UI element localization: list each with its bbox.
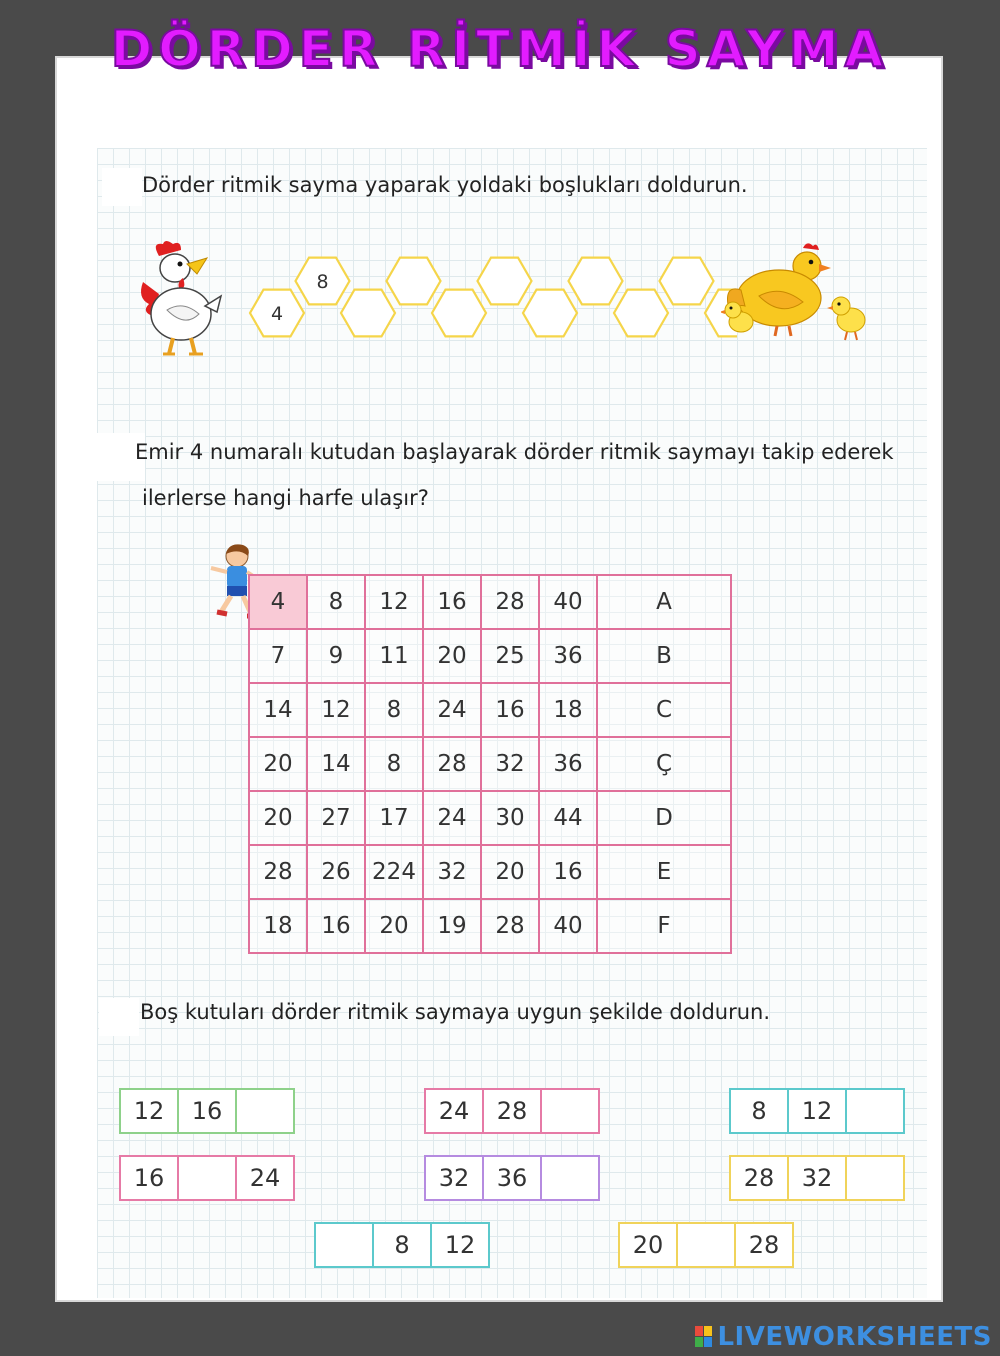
maze-number-cell: 28 xyxy=(423,737,481,791)
brand-text: LIVEWORKSHEETS xyxy=(717,1322,992,1352)
worksheet xyxy=(55,56,943,1302)
sequence-box-group xyxy=(618,1222,794,1268)
sequence-box-group xyxy=(424,1155,600,1201)
sequence-box-group xyxy=(729,1088,905,1134)
empty-answer-box[interactable] xyxy=(540,1088,600,1134)
maze-number-cell: 32 xyxy=(481,737,539,791)
logo-icon xyxy=(695,1326,713,1348)
header-blank xyxy=(67,78,943,148)
maze-number-cell: 36 xyxy=(539,629,597,683)
maze-number-cell: 20 xyxy=(249,791,307,845)
maze-number-cell: 18 xyxy=(249,899,307,953)
maze-number-cell: 20 xyxy=(481,845,539,899)
sequence-box: 32 xyxy=(787,1155,847,1201)
instruction-2-line1: Emir 4 numaralı kutudan başlayarak dörder ritmik saymayı takip ederek xyxy=(135,440,894,464)
label-blank-1 xyxy=(102,168,142,206)
maze-number-cell: 30 xyxy=(481,791,539,845)
maze-number-cell: 44 xyxy=(539,791,597,845)
maze-number-cell: 16 xyxy=(423,575,481,629)
maze-letter-cell: D xyxy=(597,791,731,845)
maze-number-cell: 25 xyxy=(481,629,539,683)
label-blank-3 xyxy=(99,998,139,1036)
hexagon-value: 4 xyxy=(270,303,284,325)
maze-number-cell: 24 xyxy=(423,791,481,845)
empty-answer-box[interactable] xyxy=(676,1222,736,1268)
maze-number-cell: 36 xyxy=(539,737,597,791)
hen-chicks-icon xyxy=(721,240,881,350)
sequence-box: 12 xyxy=(119,1088,179,1134)
hexagon-cell[interactable] xyxy=(569,258,623,305)
sequence-box: 28 xyxy=(734,1222,794,1268)
maze-number-cell: 28 xyxy=(481,575,539,629)
page-title: DÖRDER RİTMİK SAYMA xyxy=(110,20,890,78)
maze-number-cell: 8 xyxy=(365,737,423,791)
sequence-box-group xyxy=(119,1155,295,1201)
sequence-box: 28 xyxy=(729,1155,789,1201)
sequence-box: 12 xyxy=(430,1222,490,1268)
maze-number-cell: 16 xyxy=(481,683,539,737)
empty-answer-box[interactable] xyxy=(177,1155,237,1201)
maze-number-cell: 8 xyxy=(307,575,365,629)
instruction-3: Boş kutuları dörder ritmik saymaya uygun şekilde doldurun. xyxy=(140,1000,771,1024)
hexagon-cell[interactable] xyxy=(660,258,714,305)
maze-row xyxy=(249,629,731,683)
maze-number-cell: 7 xyxy=(249,629,307,683)
hexagon-cell[interactable] xyxy=(523,290,577,337)
sequence-box-group xyxy=(314,1222,490,1268)
empty-answer-box[interactable] xyxy=(845,1155,905,1201)
sequence-box-group xyxy=(424,1088,600,1134)
maze-number-cell: 28 xyxy=(249,845,307,899)
maze-number-cell: 11 xyxy=(365,629,423,683)
sequence-box: 24 xyxy=(424,1088,484,1134)
hexagon-cell[interactable] xyxy=(432,290,486,337)
maze-number-cell: 40 xyxy=(539,899,597,953)
maze-number-cell: 14 xyxy=(307,737,365,791)
maze-number-cell: 9 xyxy=(307,629,365,683)
maze-row xyxy=(249,845,731,899)
maze-row xyxy=(249,575,731,629)
hexagon-cell[interactable] xyxy=(614,290,668,337)
sequence-box: 8 xyxy=(729,1088,789,1134)
sequence-box: 20 xyxy=(618,1222,678,1268)
maze-number-cell: 19 xyxy=(423,899,481,953)
maze-letter-cell: Ç xyxy=(597,737,731,791)
maze-row xyxy=(249,683,731,737)
maze-letter-cell: A xyxy=(597,575,731,629)
empty-answer-box[interactable] xyxy=(235,1088,295,1134)
maze-number-cell: 17 xyxy=(365,791,423,845)
maze-number-cell: 24 xyxy=(423,683,481,737)
hexagon-cell[interactable] xyxy=(341,290,395,337)
sequence-box: 16 xyxy=(177,1088,237,1134)
maze-number-cell: 4 xyxy=(249,575,307,629)
hexagon-path xyxy=(247,253,737,343)
maze-letter-cell: C xyxy=(597,683,731,737)
maze-number-cell: 20 xyxy=(423,629,481,683)
maze-letter-cell: E xyxy=(597,845,731,899)
sequence-box: 36 xyxy=(482,1155,542,1201)
rhythm-maze-table xyxy=(248,574,732,954)
maze-number-cell: 8 xyxy=(365,683,423,737)
rooster-icon xyxy=(137,238,247,363)
maze-number-cell: 12 xyxy=(365,575,423,629)
maze-number-cell: 16 xyxy=(307,899,365,953)
maze-number-cell: 40 xyxy=(539,575,597,629)
empty-answer-box[interactable] xyxy=(845,1088,905,1134)
maze-number-cell: 14 xyxy=(249,683,307,737)
empty-answer-box[interactable] xyxy=(314,1222,374,1268)
maze-number-cell: 26 xyxy=(307,845,365,899)
sequence-box-group xyxy=(119,1088,295,1134)
maze-number-cell: 27 xyxy=(307,791,365,845)
maze-number-cell: 20 xyxy=(249,737,307,791)
sequence-box: 16 xyxy=(119,1155,179,1201)
maze-number-cell: 224 xyxy=(365,845,423,899)
maze-number-cell: 12 xyxy=(307,683,365,737)
hexagon-cell[interactable] xyxy=(478,258,532,305)
maze-number-cell: 20 xyxy=(365,899,423,953)
instruction-2-line2: ilerlerse hangi harfe ulaşır? xyxy=(142,486,429,510)
sequence-box: 8 xyxy=(372,1222,432,1268)
maze-row xyxy=(249,899,731,953)
maze-number-cell: 32 xyxy=(423,845,481,899)
maze-number-cell: 16 xyxy=(539,845,597,899)
hexagon-value: 8 xyxy=(316,271,329,293)
sequence-box-group xyxy=(729,1155,905,1201)
hexagon-cell[interactable] xyxy=(387,258,441,305)
sequence-box: 28 xyxy=(482,1088,542,1134)
maze-number-cell: 28 xyxy=(481,899,539,953)
sequence-box: 32 xyxy=(424,1155,484,1201)
maze-row xyxy=(249,737,731,791)
maze-letter-cell: B xyxy=(597,629,731,683)
sequence-box: 12 xyxy=(787,1088,847,1134)
empty-answer-box[interactable] xyxy=(540,1155,600,1201)
maze-letter-cell: F xyxy=(597,899,731,953)
liveworksheets-logo xyxy=(695,1322,992,1352)
sequence-box: 24 xyxy=(235,1155,295,1201)
maze-row xyxy=(249,791,731,845)
instruction-1: Dörder ritmik sayma yaparak yoldaki boşlukları doldurun. xyxy=(142,173,748,197)
maze-number-cell: 18 xyxy=(539,683,597,737)
